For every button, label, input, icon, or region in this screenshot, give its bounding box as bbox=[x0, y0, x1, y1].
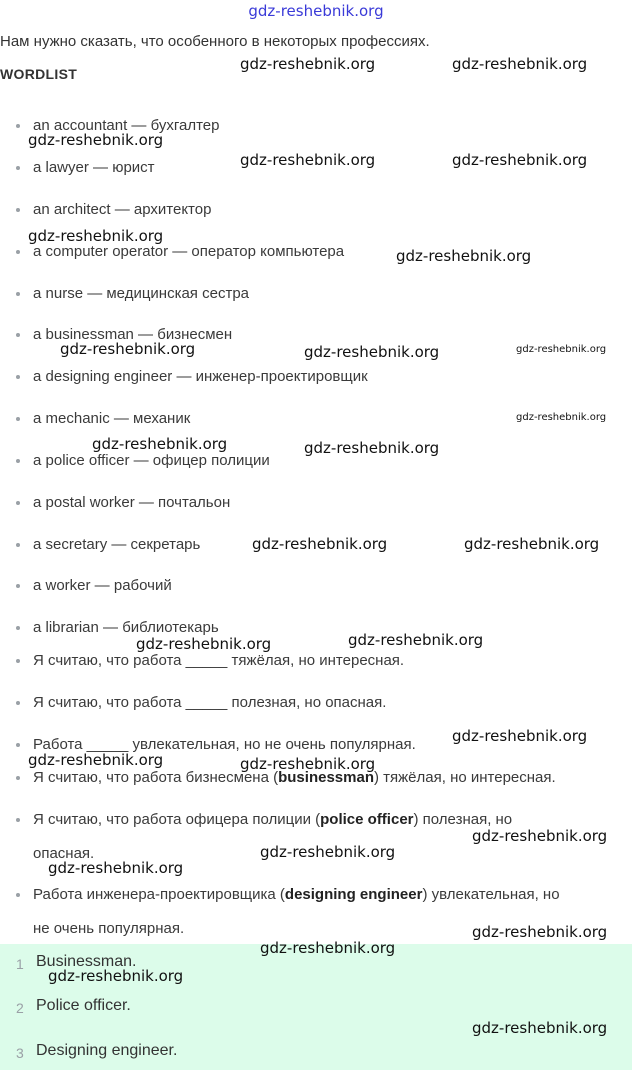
watermark-text: gdz-reshebnik.org bbox=[304, 439, 440, 457]
answer-text: Designing engineer. bbox=[36, 1042, 178, 1059]
bullet-icon bbox=[16, 292, 20, 296]
watermark-text: gdz-reshebnik.org bbox=[348, 631, 484, 649]
watermark-text: gdz-reshebnik.org bbox=[472, 827, 608, 845]
intro-text: Нам нужно сказать, что особенного в некоторых профессиях. bbox=[0, 33, 430, 50]
bullet-icon bbox=[16, 375, 20, 379]
bullet-icon bbox=[16, 659, 20, 663]
bullet-icon bbox=[16, 166, 20, 170]
answer-number: 3 bbox=[16, 1045, 24, 1061]
bullet-icon bbox=[16, 501, 20, 505]
watermark-text: gdz-reshebnik.org bbox=[60, 340, 196, 358]
watermark-text: gdz-reshebnik.org bbox=[28, 751, 164, 769]
bullet-icon bbox=[16, 584, 20, 588]
wordlist-title: WORDLIST bbox=[0, 66, 78, 82]
bullet-icon bbox=[16, 459, 20, 463]
watermark-text: gdz-reshebnik.org bbox=[472, 1019, 608, 1037]
answer-number: 1 bbox=[16, 956, 24, 972]
bullet-icon bbox=[16, 818, 20, 822]
answers-panel bbox=[0, 944, 632, 1070]
watermark-text: gdz-reshebnik.org bbox=[48, 859, 184, 877]
watermark-text: gdz-reshebnik.org bbox=[92, 435, 228, 453]
bullet-icon bbox=[16, 743, 20, 747]
bullet-icon bbox=[16, 776, 20, 780]
bullet-icon bbox=[16, 417, 20, 421]
watermark-text: gdz-reshebnik.org bbox=[240, 755, 376, 773]
watermark-text: gdz-reshebnik.org bbox=[28, 131, 164, 149]
bullet-icon bbox=[16, 124, 20, 128]
watermark-text: gdz-reshebnik.org bbox=[252, 535, 388, 553]
watermark-text: gdz-reshebnik.org bbox=[452, 727, 588, 745]
watermark-text: gdz-reshebnik.org bbox=[452, 55, 588, 73]
watermark-text: gdz-reshebnik.org bbox=[240, 151, 376, 169]
watermark-text: gdz-reshebnik.org bbox=[136, 635, 272, 653]
watermark-text: gdz-reshebnik.org bbox=[304, 343, 440, 361]
bullet-icon bbox=[16, 701, 20, 705]
watermark-text: gdz-reshebnik.org bbox=[452, 151, 588, 169]
bullet-icon bbox=[16, 543, 20, 547]
watermark-text: gdz-reshebnik.org bbox=[516, 344, 607, 355]
watermark-text: gdz-reshebnik.org bbox=[28, 227, 164, 245]
bullet-icon bbox=[16, 250, 20, 254]
answer-text: Police officer. bbox=[36, 997, 131, 1014]
watermark-text: gdz-reshebnik.org bbox=[48, 967, 184, 985]
watermark-text: gdz-reshebnik.org bbox=[516, 412, 607, 423]
watermark-text: gdz-reshebnik.org bbox=[260, 939, 396, 957]
watermark-text: gdz-reshebnik.org bbox=[464, 535, 600, 553]
watermark-text: gdz-reshebnik.org bbox=[240, 55, 376, 73]
bullet-icon bbox=[16, 333, 20, 337]
watermark-text: gdz-reshebnik.org bbox=[472, 923, 608, 941]
answer-number: 2 bbox=[16, 1000, 24, 1016]
header-watermark: gdz-reshebnik.org bbox=[248, 2, 384, 20]
answer-text: Businessman. bbox=[36, 953, 137, 970]
bullet-icon bbox=[16, 893, 20, 897]
bullet-icon bbox=[16, 208, 20, 212]
watermark-text: gdz-reshebnik.org bbox=[260, 843, 396, 861]
watermark-text: gdz-reshebnik.org bbox=[396, 247, 532, 265]
bullet-icon bbox=[16, 626, 20, 630]
